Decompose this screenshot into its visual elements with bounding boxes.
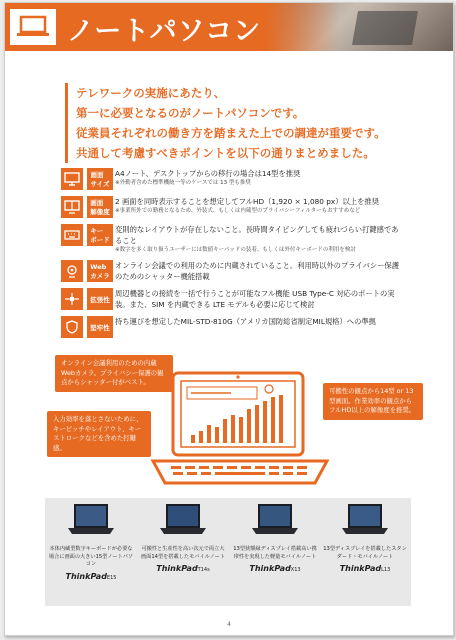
model-name: L13: [381, 567, 391, 573]
requirement-main: 変則的なレイアウトが存在しないこと。長時間タイピングしても疲れづらい打鍵感であること: [115, 225, 399, 245]
requirement-main: オンライン会議での利用のために内蔵されていること。利用時以外のプライバシー保護のためのシャッター機能搭載: [115, 261, 399, 281]
requirement-expandability: [61, 288, 401, 310]
monitor-resolution-icon: [61, 196, 83, 218]
brand-name: ThinkPad: [339, 564, 382, 573]
product-card: [321, 502, 409, 573]
tag-line: 画面: [90, 171, 104, 179]
requirement-tag: [87, 168, 113, 190]
product-card: [231, 502, 319, 573]
requirement-text: [115, 224, 401, 254]
tag-line: Web: [90, 262, 107, 271]
tag-line: 拡張性: [90, 295, 110, 304]
requirement-tag: [87, 196, 113, 218]
requirement-main: 持ち運びを想定したMIL-STD-810G（アメリカ国防総省制定MIL規格）への準拠: [115, 317, 376, 326]
tag-line: ボード: [90, 236, 110, 244]
product-caption: 可搬性と生産性を高い次元で両立大画面14型を搭載したモバイルノート: [140, 546, 226, 560]
lead-line: 第一に必要となるのがノートパソコンです。: [76, 106, 305, 120]
requirement-tag: [87, 288, 113, 310]
requirement-main: 2 画面を同時表示することを想定してフルHD（1,920 × 1,080 px）以上を推奨: [115, 197, 379, 206]
requirement-text: [115, 168, 300, 187]
product-caption: 13型狭額縁ディスプレイ搭載高い携帯性を実現した軽量モバイルノート: [233, 546, 317, 560]
requirement-keyboard: [61, 224, 401, 254]
product-caption: 13型ディスプレイを搭載したスタンダード・モバイルノート: [323, 546, 407, 560]
requirement-webcam: [61, 260, 401, 282]
requirement-text: [115, 316, 376, 327]
laptop-photo: [342, 502, 388, 538]
product-card: [139, 502, 227, 573]
page-title: ノートパソコン: [67, 16, 262, 47]
callout-screen: 可搬性の観点から14型 or 13型画面。作業効率の観点からフルHD以上の解像度を推奨。: [323, 383, 423, 420]
product-brand: [321, 564, 409, 573]
keyboard-icon: [61, 224, 83, 246]
model-name: E15: [106, 574, 117, 581]
requirement-text: [115, 260, 401, 282]
network-icon: [61, 288, 83, 310]
requirement-tag: [87, 260, 113, 282]
requirement-resolution: [61, 196, 401, 218]
lead-line: 従業員それぞれの働き方を踏まえた上での調達が重要です。: [76, 126, 386, 140]
product-brand: [139, 564, 227, 573]
requirement-main: A4ノート、デスクトップからの移行の場合は14型を推奨: [115, 169, 301, 178]
requirement-tag: [87, 224, 113, 246]
requirement-text: [115, 196, 379, 215]
requirement-screen-size: [61, 168, 401, 190]
webcam-icon: [61, 260, 83, 282]
lead-line: テレワークの実施にあたり、: [76, 86, 226, 100]
product-caption: 本体内蔵型数字キーボードが必要な場合に画面の大きい15型ノートパソコン: [48, 546, 134, 567]
tag-line: 解像度: [90, 208, 110, 216]
product-card: [47, 502, 135, 581]
brand-name: ThinkPad: [249, 564, 291, 573]
tag-line: カメラ: [90, 271, 110, 280]
header-photo: [265, 3, 453, 51]
monitor-size-icon: [61, 168, 83, 190]
requirement-durability: [61, 316, 401, 338]
laptop-photo: [68, 502, 114, 538]
lead-line: 共通して考慮すべきポイントを以下の通りまとめました。: [76, 146, 375, 160]
requirement-main: 周辺機器との接続を一括で行うことが可能なフル機能 USB Type-C 対応のポートの実装。また、SIM を内蔵できる LTE モデルも必要に応じて検討: [115, 289, 395, 309]
product-brand: [231, 564, 319, 573]
laptop-logo-icon: [10, 9, 56, 45]
laptop-illustration: [145, 365, 335, 490]
requirement-note: ※事業所外での勤務となるため、外装式、もしくは内蔵型のプライバシーフィルターもおすすめなど: [115, 208, 361, 214]
model-name: X13: [290, 567, 301, 573]
laptop-photo: [252, 502, 298, 538]
tag-line: 画面: [90, 199, 104, 207]
callout-camera: オンライン会議利用のための内蔵Webカメラ。プライバシー保護の観点からシャッター付がベスト。: [55, 355, 173, 392]
brand-name: ThinkPad: [65, 571, 107, 581]
requirement-note: ※外勤者含めた標準機統一等のケースでは 13 型も推奨: [115, 180, 251, 186]
requirements-list: [61, 168, 401, 344]
product-lineup: [45, 498, 411, 606]
brand-name: ThinkPad: [156, 564, 198, 573]
product-brand: [47, 572, 135, 581]
requirement-note: ※数字を多く取り扱うユーザーには数値キーパッドの装着、もしくは外付キーボードの利用を検討: [115, 247, 356, 253]
requirement-tag: [87, 316, 113, 338]
tag-line: キー: [90, 227, 104, 235]
shield-icon: [61, 316, 83, 338]
lead-text: [65, 83, 386, 163]
tag-line: 堅牢性: [90, 323, 110, 332]
callout-keyboard: 入力効率を落とさないために、キーピッチやレイアウト、キーストロークなどを含めた打鍵感。: [47, 411, 151, 457]
page-number: 4: [227, 621, 231, 628]
model-name: T14s: [197, 567, 210, 573]
laptop-photo: [160, 502, 206, 538]
header-banner: [5, 3, 453, 51]
page: [4, 2, 454, 636]
requirement-text: [115, 288, 401, 310]
tag-line: サイズ: [90, 180, 110, 188]
